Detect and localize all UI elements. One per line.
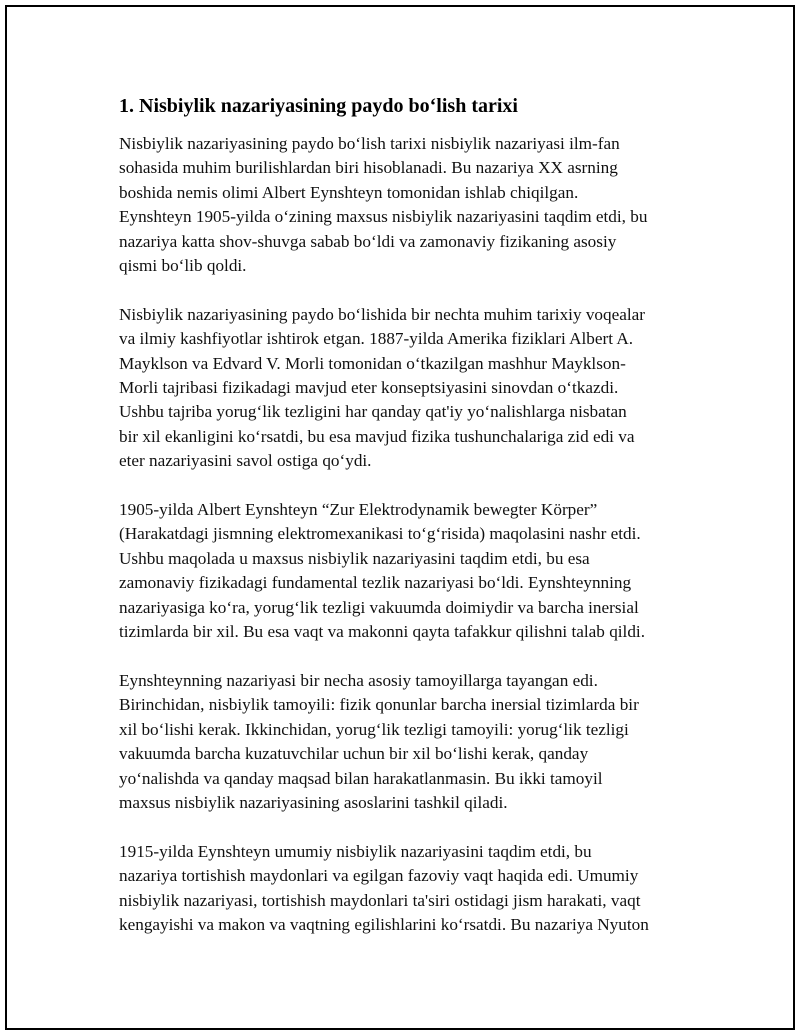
paragraph-line: Ushbu maqolada u maxsus nisbiylik nazariyasini taqdim etdi, bu esa [119, 548, 590, 568]
paragraph-line: Nisbiylik nazariyasining paydo bo‘lishida bir nechta muhim tarixiy voqealar [119, 304, 645, 324]
section-heading: 1. Nisbiylik nazariyasining paydo bo‘lish tarixi [119, 95, 518, 117]
paragraph-line: tizimlarda bir xil. Bu esa vaqt va makonni qayta tafakkur qilishni talab qildi. [119, 622, 645, 642]
paragraph-line: Nisbiylik nazariyasining paydo bo‘lish tarixi nisbiylik nazariyasi ilm-fan [119, 134, 620, 153]
paragraph-line: Birinchidan, nisbiylik tamoyili: fizik qonunlar barcha inersial tizimlarda bir [119, 695, 639, 715]
paragraph-2 [119, 303, 709, 474]
paragraph-line: qismi bo‘lib qoldi. [119, 256, 247, 276]
document-content [119, 92, 709, 962]
paragraph-line: boshida nemis olimi Albert Eynshteyn tomonidan ishlab chiqilgan. [119, 182, 579, 202]
paragraph-line: nazariya katta shov-shuvga sabab bo‘ldi va zamonaviy fizikaning asosiy [119, 231, 617, 251]
paragraph-line: eter nazariyasini savol ostiga qo‘ydi. [119, 451, 372, 471]
paragraph-line: maxsus nisbiylik nazariyasining asoslarini tashkil qiladi. [119, 792, 508, 812]
paragraph-line: Eynshteynning nazariyasi bir necha asosiy tamoyillarga tayangan edi. [119, 670, 598, 690]
paragraph-line: yo‘nalishda va qanday maqsad bilan harakatlanmasin. Bu ikki tamoyil [119, 768, 603, 788]
paragraph-line: kengayishi va makon va vaqtning egilishlarini ko‘rsatdi. Bu nazariya Nyuton [119, 914, 649, 934]
paragraph-line: nazariya tortishish maydonlari va egilgan fazoviy vaqt haqida edi. Umumiy [119, 866, 639, 886]
paragraph-1 [119, 132, 709, 278]
document-page [5, 5, 795, 1030]
paragraph-3 [119, 498, 709, 644]
paragraph-line: zamonaviy fizikadagi fundamental tezlik nazariyasi bo‘ldi. Eynshteynning [119, 573, 632, 593]
paragraph-line: Morli tajribasi fizikadagi mavjud eter konseptsiyasini sinovdan o‘tkazdi. [119, 378, 619, 398]
paragraph-line: xil bo‘lishi kerak. Ikkinchidan, yorug‘lik tezligi tamoyili: yorug‘lik tezligi [119, 719, 629, 739]
paragraph-line: va ilmiy kashfiyotlar ishtirok etgan. 1887-yilda Amerika fiziklari Albert A. [119, 329, 634, 349]
paragraph-line: vakuumda barcha kuzatuvchilar uchun bir xil bo‘lishi kerak, qanday [119, 744, 589, 764]
paragraph-line: Mayklson va Edvard V. Morli tomonidan o‘tkazilgan mashhur Mayklson- [119, 353, 626, 373]
paragraph-4 [119, 669, 709, 815]
paragraph-line: (Harakatdagi jismning elektromexanikasi to‘g‘risida) maqolasini nashr etdi. [119, 524, 641, 544]
paragraph-line: Ushbu tajriba yorug‘lik tezligini har qanday qat'iy yo‘nalishlarga nisbatan [119, 402, 627, 422]
paragraph-line: nazariyasiga ko‘ra, yorug‘lik tezligi vakuumda doimiydir va barcha inersial [119, 597, 639, 617]
paragraph-5 [119, 840, 709, 938]
paragraph-line: Eynshteyn 1905-yilda o‘zining maxsus nisbiylik nazariyasini taqdim etdi, bu [119, 207, 648, 227]
paragraph-line: sohasida muhim burilishlardan biri hisoblanadi. Bu nazariya XX asrning [119, 158, 618, 178]
paragraph-line: nisbiylik nazariyasi, tortishish maydonlari ta'siri ostidagi jism harakati, vaqt [119, 890, 641, 910]
paragraph-line: bir xil ekanligini ko‘rsatdi, bu esa mavjud fizika tushunchalariga zid edi va [119, 426, 635, 446]
paragraph-line: 1905-yilda Albert Eynshteyn “Zur Elektrodynamik bewegter Körper” [119, 500, 598, 520]
paragraph-line: 1915-yilda Eynshteyn umumiy nisbiylik nazariyasini taqdim etdi, bu [119, 841, 592, 861]
